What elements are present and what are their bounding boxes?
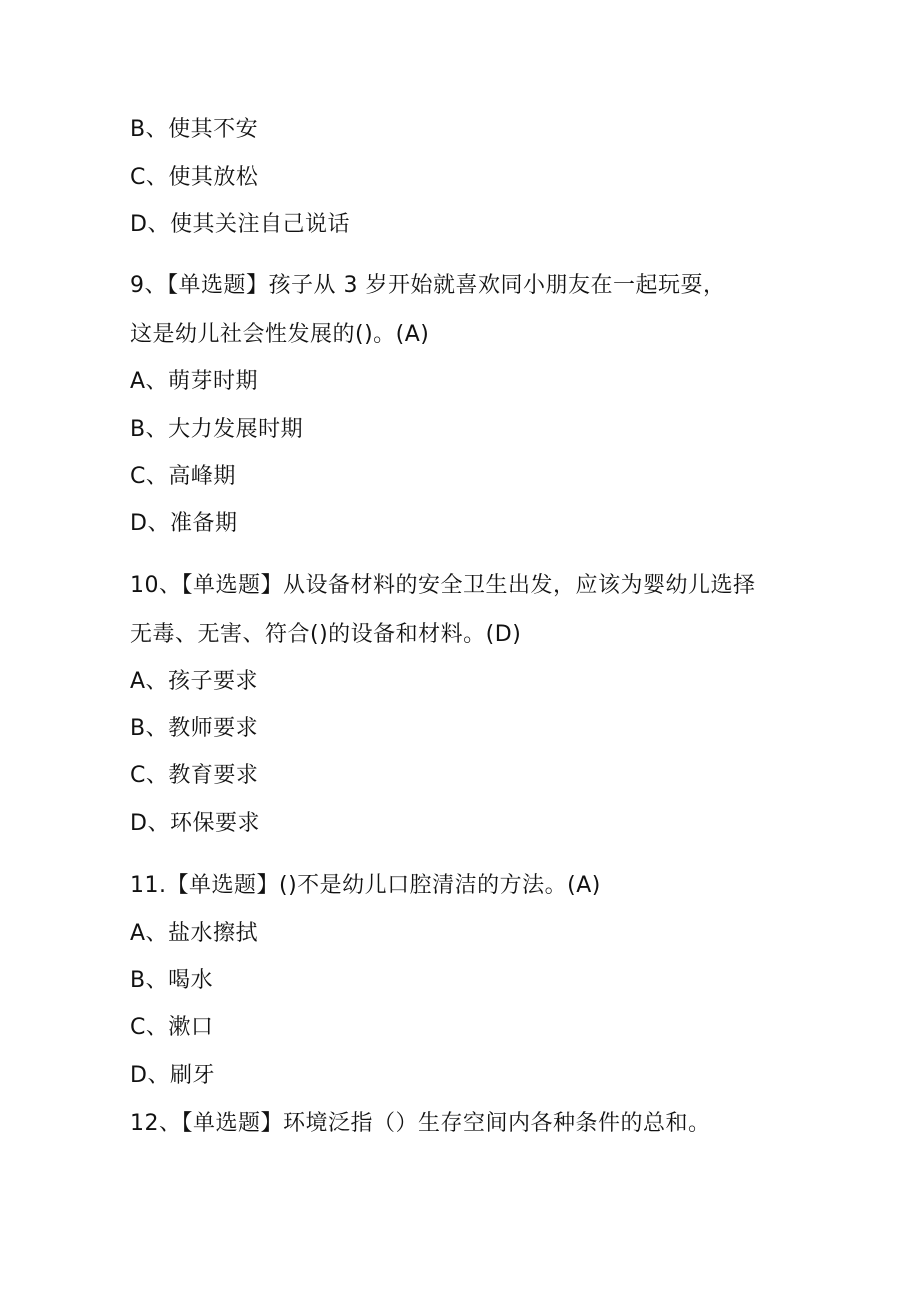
q8-option-b: B、使其不安: [130, 117, 259, 142]
q10-option-d: D、环保要求: [130, 811, 260, 836]
q8-option-d: D、使其关注自己说话: [130, 212, 350, 237]
q10-option-c: C、教育要求: [130, 763, 259, 788]
q10-title-line1: 10、【单选题】从设备材料的安全卫生出发，应该为婴幼儿选择: [130, 573, 756, 598]
q11-title-line1: 11.【单选题】()不是幼儿口腔清洁的方法。(A): [130, 873, 601, 898]
q9-option-c: C、高峰期: [130, 464, 236, 489]
q9-option-a: A、萌芽时期: [130, 369, 259, 394]
q11-option-c: C、漱口: [130, 1015, 214, 1040]
q9-option-b: B、大力发展时期: [130, 417, 304, 442]
q12-title-line1: 12、【单选题】环境泛指（）生存空间内各种条件的总和。: [130, 1111, 711, 1136]
q9-title-line1: 9、【单选题】孩子从 3 岁开始就喜欢同小朋友在一起玩耍，: [130, 273, 726, 298]
q10-title-line2: 无毒、无害、符合()的设备和材料。(D): [130, 622, 522, 647]
q11-option-a: A、盐水擦拭: [130, 921, 259, 946]
q8-option-c: C、使其放松: [130, 165, 259, 190]
q11-option-b: B、喝水: [130, 968, 214, 993]
q10-option-a: A、孩子要求: [130, 669, 259, 694]
q10-option-b: B、教师要求: [130, 716, 259, 741]
q9-option-d: D、准备期: [130, 511, 238, 536]
q9-title-line2: 这是幼儿社会性发展的()。(A): [130, 322, 430, 347]
q11-option-d: D、刷牙: [130, 1063, 215, 1088]
